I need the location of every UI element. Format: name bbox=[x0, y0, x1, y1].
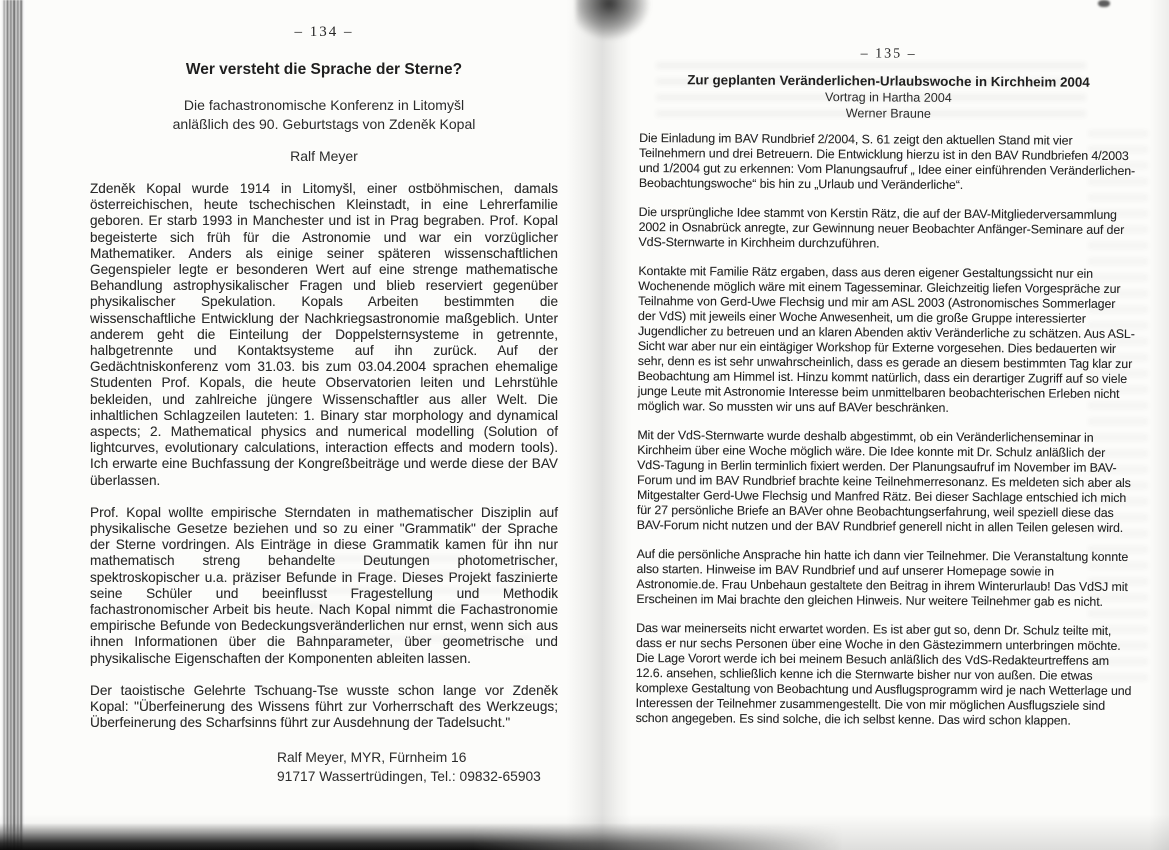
paragraph: Zdeněk Kopal wurde 1914 in Litomyšl, einer ostböhmischen, damals österreichischen, heute tschechischen Kleinstadt, in eine Lehrerfamilie geboren. Er starb 1993 in Manchester und ist in Prag begraben. Prof. Kopal begeisterte sich früh für die Astronomie und war ein vorzüglicher Mathematiker. Anders als einige seiner späteren wissenschaftlichen Gegenspieler legte er besonderen Wert auf eine strenge mathematische Behandlung astrophysikalischer Fragen und blieb reserviert gegenüber physikalischer Spekulation. Kopals Arbeiten bestimmten die wissenschaftliche Entwicklung der Nachkriegsastronomie maßgeblich. Unter anderem geht die Einteilung der Doppelsternsysteme in getrennte, halbgetrennte und Kontaktsysteme auf ihn zurück. Auf der Gedächtniskonferenz vom 31.03. bis zum 03.04.2004 sprachen ehemalige Studenten Prof. Kopals, die heute Observatorien leiten und Lehrstühle bekleiden, und zahlreiche jüngere Wissenschaftler aus aller Welt. Die inhaltlichen Schlagzeilen lauteten: 1. Binary star morphology and dynamical aspects; 2. Mathematical physics and numerical modelling (Solution of lightcurves, evolutionary calculations, interaction effects and modern tools). Ich erwarte eine Buchfassung der Kongreßbeiträge und werde diese der BAV überlassen. bbox=[90, 181, 558, 488]
signature-line: Ralf Meyer, MYR, Fürnheim 16 bbox=[277, 749, 467, 765]
author-name: Ralf Meyer bbox=[290, 148, 358, 164]
signature-block bbox=[277, 748, 558, 786]
article-body bbox=[636, 131, 1138, 729]
page-number: – 134 – bbox=[294, 24, 354, 40]
gutter-top-shadow bbox=[576, 0, 650, 40]
right-edge-shadow bbox=[1149, 0, 1169, 850]
paragraph: Der taoistische Gelehrte Tschuang-Tse wusste schon lange vor Zdeněk Kopal: "Überfeinerung des Wissens führt zur Vorherrschaft des Werkzeugs; Überfeinerung des Scharfsinns führt zur Ausdehnung der Tadelsucht." bbox=[90, 682, 558, 731]
binding-edge bbox=[0, 0, 26, 850]
paragraph: Kontakte mit Familie Rätz ergaben, dass aus deren eigener Gestaltungssicht nur ein Wochenende möglich wäre mit einem Tagesseminar. Gleichzeitig liefen Vorgespräche zur Teilnahme von Gerd-Uwe Flechsig und mir am ASL 2003 (Astronomisches Sommerlager der VdS) mit jeweils einer Woche Anwesenheit, um die große Gruppe interessierter Jugendlicher zu betreuen und an klaren Abenden aktiv Veränderliche zu schätzen. Aus ASL-Sicht war aber nur ein eintägiger Workshop für Externe vorgesehen. Dies bedauerten wir sehr, denn es ist sehr unwahrscheinlich, dass es gerade an diesem bestimmten Tag klar zur Beobachtung am Himmel ist. Hinzu kommt natürlich, dass ein derartiger Zugriff auf so viele junge Leute mit Astronomie Interesse beim unmittelbaren beobachterischen Erleben nicht möglich war. So mussten wir uns auf BAVer beschränken. bbox=[637, 263, 1135, 415]
gutter-shadow bbox=[566, 0, 632, 850]
subtitle-line: anläßlich des 90. Geburtstags von Zdeněk Kopal bbox=[172, 116, 476, 132]
page-134 bbox=[90, 0, 558, 786]
paragraph: Die ursprüngliche Idee stammt von Kerstin Rätz, die auf der BAV-Mitgliederversammlung 2002 in Osnabrück anregte, zur Gewinnung neuer Beobachter Anfänger-Seminare auf der VdS-Sternwarte in Kirchheim durchzuführen. bbox=[638, 204, 1125, 251]
paragraph: Mit der VdS-Sternwarte wurde deshalb abgestimmt, ob ein Veränderlichenseminar in Kirchheim über eine Woche möglich wäre. Die Idee konnte mit Dr. Schulz anläßlich der VdS-Tagung in Berlin terminlich fixiert werden. Der Planungsaufruf im November im BAV-Forum und im BAV Rundbrief brachte keine Teilnehmerresonanz. Es meldeten sich aber als Mitgestalter Gerd-Uwe Flechsig und Manfred Rätz. Bei dieser Sachlage entschied ich mich für 27 persönliche Briefe an BAVer ohne Beobachtungserfahrung, weil speziell diese das BAV-Forum nicht nutzen und der BAV Rundbrief generell nicht in allen Teilen gelesen wird. bbox=[636, 427, 1131, 535]
article-subtitle bbox=[90, 96, 558, 134]
article-title: Wer versteht die Sprache der Sterne? bbox=[185, 61, 463, 78]
paragraph: Auf die persönliche Ansprache hin hatte ich dann vier Teilnehmer. Die Veranstaltung konnte also starten. Hinweise im BAV Rundbrief und auf unserer Homepage sowie in Astronomie.de. Frau Unbehaun gestaltete den Beitrag in ihrem Winterurlaub! Das VdSJ mit Erscheinen im Mai brachte den gleichen Hinweis. Nur weitere Teilnehmer gab es nicht. bbox=[636, 546, 1129, 609]
paragraph: Die Einladung im BAV Rundbrief 2/2004, S. 61 zeigt den aktuellen Stand mit vier Teilnehmern und drei Betreuern. Die Entwicklung hierzu ist in den BAV Rundbriefen 4/2003 und 1/2004 gut zu erkennen: Vom Planungsaufruf „ Idee einer einführenden Veränderlichen-Beobachtungswoche“ bis hin zu „Urlaub und Veränderliche“. bbox=[638, 130, 1136, 192]
scan-speck bbox=[1098, 0, 1110, 7]
subtitle-line: Vortrag in Hartha 2004 bbox=[825, 90, 952, 105]
signature-line: 91717 Wassertrüdingen, Tel.: 09832-65903 bbox=[277, 768, 541, 784]
paragraph: Prof. Kopal wollte empirische Sterndaten in mathematischer Disziplin auf physikalische Gesetze beziehen und so zu einer "Grammatik" der Sprache der Sterne vordringen. Als Einträge in diese Grammatik kamen für ihn nur mathematisch streng behandelte Deutungen photometrischer, spektroskopischer u.a. präziser Befunde in Frage. Dieses Projekt faszinierte seine Schüler und beeinflusst Fragestellung und Methodik fachastronomischer Arbeit bis heute. Nach Kopal nimmt die Fachastronomie empirische Befunde von Bedeckungsveränderlichen nur ernst, wenn sich aus ihnen Informationen über die Bahnparameter, über geometrische und physikalische Eigenschaften der Komponenten ableiten lassen. bbox=[90, 504, 558, 666]
article-body bbox=[90, 181, 558, 732]
subtitle-line: Werner Braune bbox=[845, 106, 931, 121]
page-135 bbox=[635, 0, 1138, 743]
subtitle-line: Die fachastronomische Konferenz in Litomyšl bbox=[183, 97, 465, 113]
paragraph: Das war meinerseits nicht erwartet worden. Es ist aber gut so, denn Dr. Schulz teilte mit, dass er nur sechs Personen über eine Woche in den Gästezimmern unterbringen möchte. Die Lage Vorort werde ich bei meinem Besuch anläßlich des VdS-Redakteurtreffens am 12.6. ansehen, schließlich kenne ich die Sternwarte bisher nur von außen. Die etwas komplexe Gestaltung von Beobachtung und Ausflugsprogramm wird je nach Wetterlage und Interessen der Teilnehmer zusammengestellt. Die von mir möglichen Ausflugsziele sind schon angegeben. Es sind solche, die ich selbst kenne. Das wird schon klappen. bbox=[635, 620, 1132, 728]
article-subtitle bbox=[639, 88, 1137, 123]
article-title: Zur geplanten Veränderlichen-Urlaubswoche in Kirchheim 2004 bbox=[687, 72, 1090, 90]
page-number: – 135 – bbox=[860, 46, 917, 62]
bottom-dark-shadow bbox=[0, 823, 860, 850]
